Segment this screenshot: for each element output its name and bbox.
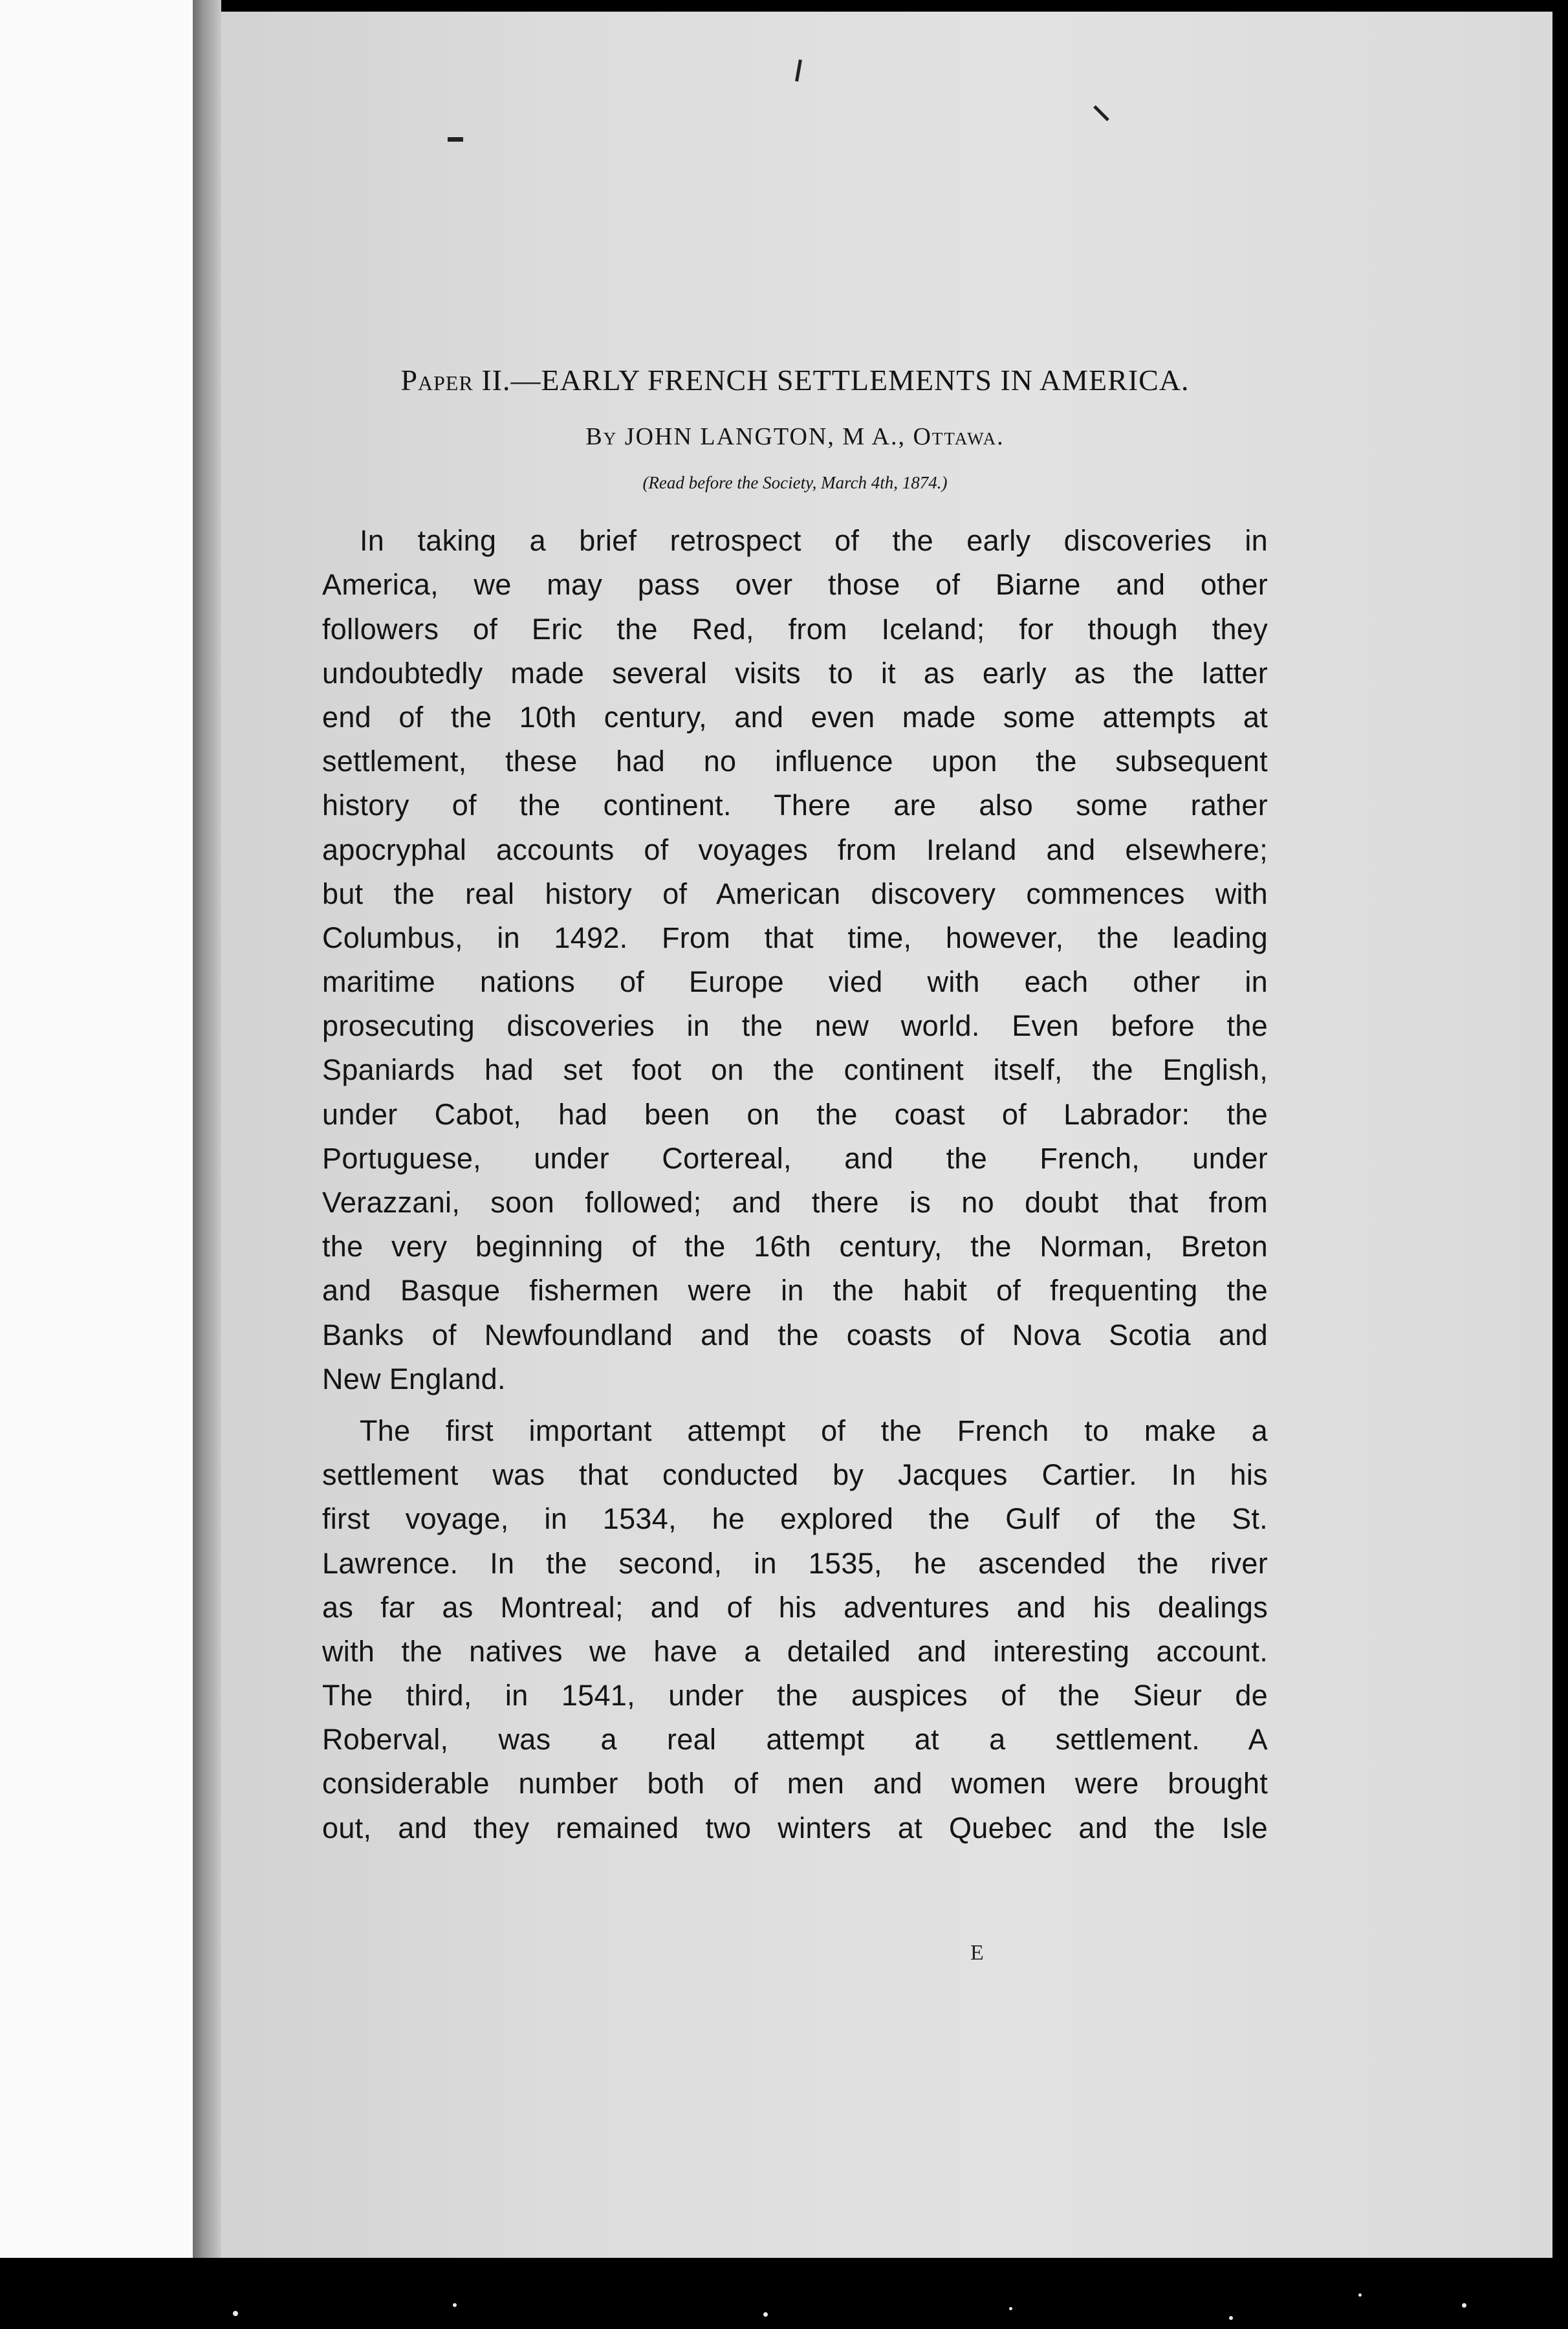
text-line: apocryphal accounts of voyages from Ireland and elsewhere; — [322, 833, 1268, 866]
text-line: The third, in 1541, under the auspices of the Sieur de — [322, 1679, 1268, 1712]
author-byline — [322, 422, 1268, 451]
text-line: the very beginning of the 16th century, the Norman, Breton — [322, 1230, 1268, 1263]
text-line: and Basque fishermen were in the habit of frequenting the — [322, 1274, 1268, 1307]
signature-mark: E — [970, 1941, 984, 1965]
scan-speck — [453, 2303, 457, 2307]
book-gutter — [193, 0, 221, 2258]
text-line: under Cabot, had been on the coast of Labrador: the — [322, 1097, 1268, 1131]
author-name: JOHN LANGTON, M A., — [624, 423, 906, 451]
text-line: maritime nations of Europe vied with each other in — [322, 965, 1268, 999]
paper-title-text: —EARLY FRENCH SETTLEMENTS IN AMERICA. — [510, 364, 1190, 397]
byline-by: By — [585, 423, 618, 451]
paragraph-2 — [322, 1409, 1268, 1850]
paper-title — [322, 362, 1268, 398]
text-line: first voyage, in 1534, he explored the Gulf of the St. — [322, 1502, 1268, 1536]
text-line: history of the continent. There are also some rather — [322, 789, 1268, 822]
scan-speck — [1009, 2307, 1012, 2310]
text-line: undoubtedly made several visits to it as early as the latter — [322, 656, 1268, 690]
text-line: Columbus, in 1492. From that time, however, the leading — [322, 921, 1268, 954]
scan-speck — [763, 2312, 768, 2317]
text-line: Lawrence. In the second, in 1535, he ascended the river — [322, 1546, 1268, 1580]
text-line: Portuguese, under Cortereal, and the French, under — [322, 1141, 1268, 1175]
text-line: America, we may pass over those of Biarne and other — [322, 568, 1268, 602]
text-line: Verazzani, soon followed; and there is no doubt that from — [322, 1186, 1268, 1219]
text-line: followers of Eric the Red, from Iceland; for though they — [322, 612, 1268, 646]
text-line: end of the 10th century, and even made some attempts at — [322, 700, 1268, 734]
text-line: settlement was that conducted by Jacques Cartier. In his — [322, 1458, 1268, 1492]
text-line: In taking a brief retrospect of the early discoveries in — [360, 524, 1268, 558]
text-line: Roberval, was a real attempt at a settlement. A — [322, 1723, 1268, 1756]
text-line: settlement, these had no influence upon the subsequent — [322, 745, 1268, 778]
read-date-note: (Read before the Society, March 4th, 1874.) — [642, 473, 948, 493]
text-line: prosecuting discoveries in the new world. Even before the — [322, 1009, 1268, 1043]
text-line: The first important attempt of the French to make a — [360, 1414, 1268, 1447]
page-content — [322, 362, 1268, 1858]
ink-mark — [448, 137, 463, 142]
scan-speck — [233, 2311, 238, 2316]
paper-label: Paper II. — [400, 364, 511, 397]
scan-speck — [1358, 2293, 1362, 2297]
text-line: considerable number both of men and women were brought — [322, 1767, 1268, 1800]
text-line: but the real history of American discovery commences with — [322, 877, 1268, 910]
facing-page-edge — [0, 0, 193, 2258]
text-line: Banks of Newfoundland and the coasts of Nova Scotia and — [322, 1318, 1268, 1351]
scan-speck — [1229, 2316, 1233, 2320]
text-line: with the natives we have a detailed and interesting account. — [322, 1634, 1268, 1668]
text-line: New England. — [322, 1362, 506, 1395]
text-line: as far as Montreal; and of his adventures and his dealings — [322, 1590, 1268, 1624]
scan-speck — [1462, 2303, 1466, 2308]
text-line: out, and they remained two winters at Quebec and the Isle — [322, 1811, 1268, 1844]
text-line: Spaniards had set foot on the continent itself, the English, — [322, 1053, 1268, 1087]
paragraph-1 — [322, 519, 1268, 1401]
author-place: Ottawa. — [913, 423, 1005, 451]
